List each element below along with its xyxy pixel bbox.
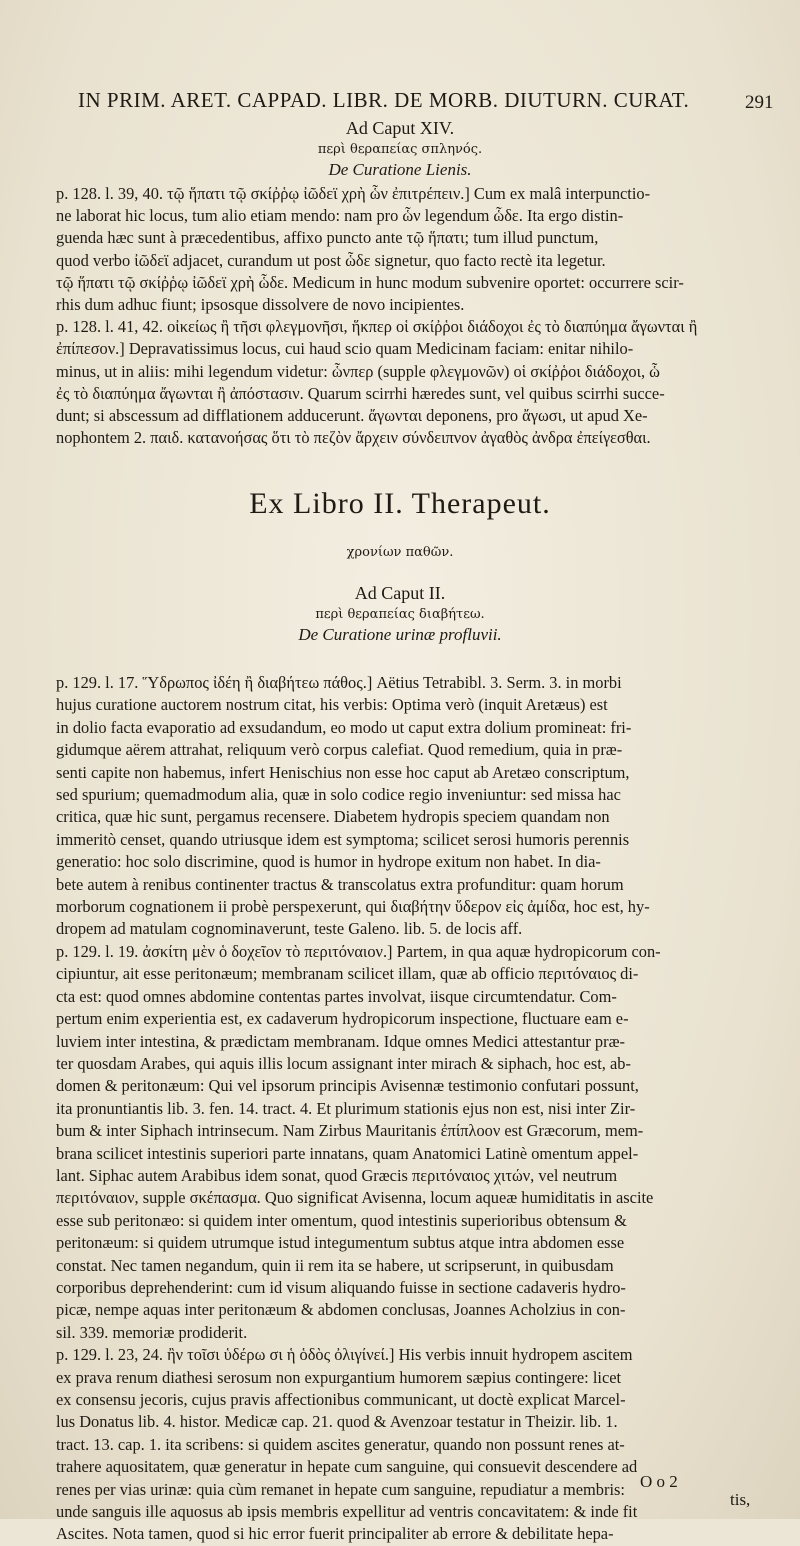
text-line: critica, quæ hic sunt, pergamus recensere. Diabetem hydropis speciem quandam non [56,807,610,827]
text-line: senti capite non habemus, infert Henischius non esse hoc caput ab Aretæo conscriptum, [56,762,630,782]
text-line: trahere aquositatem, quæ generatur in hepate cum sanguine, qui consuevit descendere ad [56,1457,638,1477]
text-line: nophontem 2. παιδ. κατανοήσας ὅτι τὸ πεζὸν ἄρχειν σύνδειπνον ἀγαθὸς ἀνδρα ἐπείγεσθαι. [56,428,651,448]
text-line: p. 129. l. 23, 24. ἢν τοῖσι ὑδέρω σι ἡ ὁδὸς ὀλιγίνεί.] His verbis innuit hydropem ascitem [56,1345,633,1365]
text-line: ἐπίπεσον.] Depravatissimus locus, cui haud scio quam Medicinam faciam: enitar nihilo- [56,339,634,359]
text-line: constat. Nec tamen negandum, quin ii rem ita se habere, ut scripserunt, in quibusdam [56,1255,614,1275]
section2-heading: Ex Libro II. Therapeut. [249,487,551,520]
text-line: luviem inter intestina, & prædictam membranam. Idque omnes Medici attestantur præ- [56,1031,625,1051]
text-line: corporibus deprehenderint: cum id visum aliquando fuisse in sectione cadaveris hydro- [56,1277,626,1297]
text-line: sed spurium; quemadmodum alia, quæ in solo codice regio inveniuntur: sed missa hac [56,785,621,805]
text-line: cipiuntur, ait esse peritonæum; membranam scilicet illam, quæ ab officio περιτόναιος di- [56,964,639,984]
text-line: dunt; si abscessum ad difflationem adducerunt. ἄγωνται deponens, pro ἄγωσι, ut apud Xe- [56,406,648,426]
text-line: pertum enim experientia est, ex cadaverum hydropicorum inspectione, fluctuare eam e- [56,1009,629,1029]
text-line: p. 128. l. 39, 40. τῷ ἥπατι τῷ σκίῤῥῳ ἰῶδεϊ χρὴ ὧν ἐπιτρέπειν.] Cum ex malâ interpunctio- [56,184,651,203]
page-number: 291 [745,92,774,113]
text-line: in dolio facta evaporatio ad exsudandum, eo modo ut caput extra dolium promineat: fri- [56,717,632,737]
section1-greek-title: περὶ θεραπείας σπληνός. [317,142,483,157]
section2-greek-title: περὶ θεραπείας διαβήτεω. [315,607,485,622]
text-line: morborum cognationem ii probè perspexerunt, qui διαβήτην ὕδερον εἰς ἀμίδα, hoc est, hy- [56,897,650,917]
text-line: minus, ut in aliis: mihi legendum videtur: ὧνπερ (supple φλεγμονῶν) οἱ σκίῤῥοι διάδοχοι, ὧ [56,361,660,381]
text-line: picæ, nempe aquas inter peritonæum & abdomen conclusas, Joannes Acholzius in con- [56,1300,626,1320]
text-line: cta est: quod omnes abdomine contentas partes involvat, iisque circumtendatur. Com- [56,986,617,1006]
text-line: ita pronuntiantis lib. 3. fen. 14. tract. 4. Et plurimum stationis ejus non est, nisi inter Zir- [56,1098,636,1118]
text-line: sil. 339. memoriæ prodiderit. [56,1322,248,1342]
text-line: ex prava renum diathesi serosum non expurgantium humorem sæpius contingere: licet [56,1367,622,1387]
text-line: gidumque aërem attrahat, reliquum verò corpus calefiat. Quod remedium, quia in præ- [56,740,623,760]
section2-caput: Ad Caput II. [354,583,446,603]
section2-latin-title: De Curatione urinæ profluvii. [298,625,502,644]
text-line: esse sub peritonæo: si quidem inter omentum, quod intestinis superioribus obtensum & [56,1210,627,1230]
text-line: Ascites. Nota tamen, quod si hic error fuerit principaliter ab errore & debilitate hepa- [56,1524,614,1544]
text-line: rhis dum adhuc fiunt; ipsosque dissolvere de novo incipientes. [56,295,465,315]
text-line: ἐς τὸ διαπύημα ἄγωνται ἢ ἀπόστασιν. Quarum scirrhi hæredes sunt, vel quibus scirrhi succe- [56,383,665,403]
text-line: lus Donatus lib. 4. histor. Medicæ cap. 21. quod & Avenzoar testatur in Theizir. lib. 1. [56,1412,618,1432]
text-line: hujus curatione auctorem nostrum citat, his verbis: Optima verò (inquit Aretæus) est [56,695,608,715]
section2-greek-subtitle: χρονίων παθῶν. [346,545,454,560]
text-line: brana scilicet intestinis superiori parte innatans, quam Anatomici Latinè omentum appel- [56,1143,639,1163]
text-line: p. 129. l. 17. Ὕδρωπος ἰδέη ἢ διαβήτεω πάθος.] Aëtius Tetrabibl. 3. Serm. 3. in morbi [56,673,622,692]
text-line: ne laborat hic locus, tum alio etiam mendo: nam pro ὧν legendum ὧδε. Ita ergo distin- [56,206,624,226]
text-line: peritonæum: si quidem utrumque istud integumentum subtus atque intra abdomen esse [56,1233,625,1253]
text-line: p. 129. l. 19. ἀσκίτη μὲν ὁ δοχεῖον τὸ περιτόναιον.] Partem, in qua aquæ hydropicorum con- [56,941,661,961]
text-line: τῷ ἥπατι τῷ σκίῤῥῳ ἰῶδεϊ χρὴ ὧδε. Medicum in hunc modum subvenire oportet: occurrere scir- [56,272,684,292]
text-line: p. 128. l. 41, 42. οἰκείως ἢ τῆσι φλεγμονῆσι, ἥκπερ οἱ σκίῤῥοι διάδοχοι ἐς τὸ διαπύημα ἄγωνται ἢ [56,317,698,337]
catchword: tis, [730,1490,751,1509]
section1-latin-title: De Curatione Lienis. [328,160,472,179]
section1-body [56,183,768,449]
text-line: lant. Siphac autem Arabibus idem sonat, quod Græcis περιτόναιος χιτών, vel neutrum [56,1165,618,1185]
text-line: guenda hæc sunt à præcedentibus, affixo puncto ante τῷ ἥπατι; tum illud punctum, [56,228,599,248]
running-head: IN PRIM. ARET. CAPPAD. LIBR. DE MORB. DIUTURN. CURAT. [78,88,690,112]
text-line: tract. 13. cap. 1. ita scribens: si quidem ascites generatur, quando non possunt renes at- [56,1434,625,1454]
text-line: περιτόναιον, supple σκέπασμα. Quo significat Avisenna, locum aqueæ humiditatis in ascite [56,1188,654,1208]
text-line: generatio: hoc solo discrimine, quod is humor in hydrope exitum non habet. In dia- [56,852,601,872]
text-line: quod verbo ἰῶδεϊ adjacet, curandum ut post ὧδε signetur, quo facto rectè ita legetur. [56,250,606,270]
text-line: unde sanguis ille aquosus ab ipsis membris expellitur ad ventris concavitatem: & inde fit [56,1502,638,1522]
section1-caput: Ad Caput XIV. [345,118,455,138]
text-line: ex consensu jecoris, cujus pravis affectionibus communicant, ut doctè explicat Marcel- [56,1390,626,1409]
text-line: renes per vias urinæ: quia cùm remanet in hepate cum sanguine, repudiatur a membris: [56,1479,625,1499]
text-line: bete autem à renibus continenter tractus & transcolatus extra profunditur: quam horum [56,874,624,894]
text-line: immeritò censet, quando utriusque idem est symptoma; scilicet serosi humoris perennis [56,829,630,849]
signature-mark: O o 2 [640,1472,678,1491]
text-line: ter quosdam Arabes, qui aquis illis locum assignant inter mirach & siphach, hoc est, ab- [56,1053,631,1073]
section2-body [56,672,768,1546]
text-line: domen & peritonæum: Qui vel ipsorum principis Avisennæ testimonio confutari possunt, [56,1076,639,1096]
text-line: dropem ad matulam cognominaverunt, teste Galeno. lib. 5. de locis aff. [56,919,523,939]
text-line: bum & inter Siphach intrinsecum. Nam Zirbus Mauritanis ἐπίπλοον est Græcorum, mem- [56,1121,644,1141]
